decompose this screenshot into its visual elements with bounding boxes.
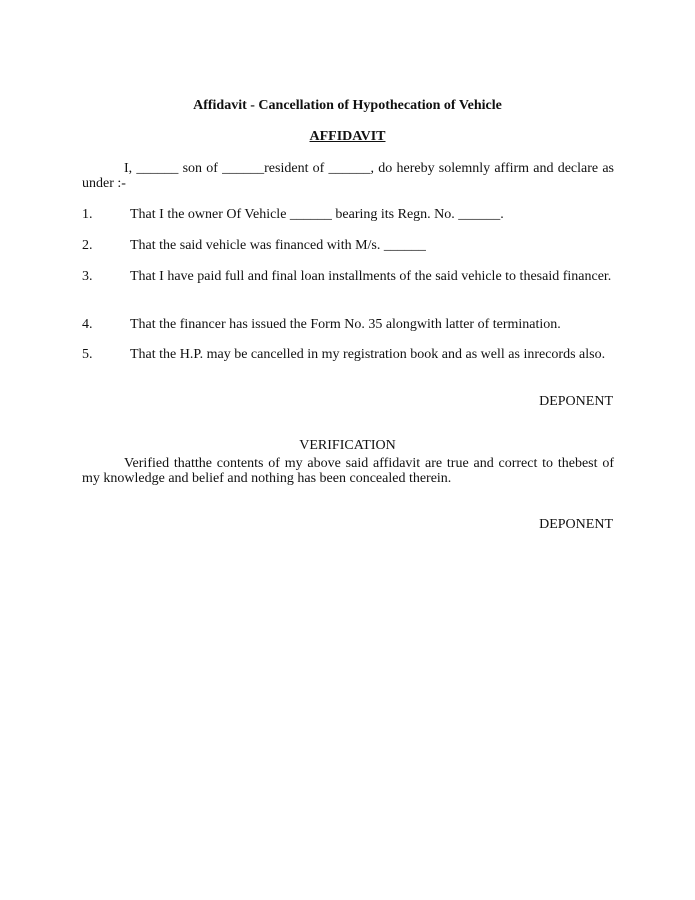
list-item-number: 3. — [82, 269, 93, 284]
list-item-text: That I the owner Of Vehicle ______ bearing its Regn. No. ______. — [130, 207, 504, 222]
list-item — [82, 347, 614, 362]
list-item-text: That the financer has issued the Form No. 35 alongwith latter of termination. — [130, 317, 561, 332]
list-item — [82, 317, 614, 332]
list-item — [82, 207, 614, 222]
list-item — [82, 238, 614, 253]
list-item-text: That the said vehicle was financed with M/s. ______ — [130, 238, 426, 253]
list-item-text: That I have paid full and final loan installments of the said vehicle to thesaid financer. — [130, 269, 612, 284]
affidavit-heading-text: AFFIDAVIT — [309, 129, 386, 144]
list-item-text: That the H.P. may be cancelled in my registration book and as well as inrecords also. — [130, 347, 606, 362]
list-item-number: 2. — [82, 238, 93, 253]
list-item-number: 4. — [82, 317, 93, 332]
verification-paragraph: Verified thatthe contents of my above said affidavit are true and correct to thebest of my knowledge and belief and nothing has been concealed therein. — [82, 456, 614, 486]
list-item-number: 1. — [82, 207, 93, 222]
deponent-signature-label-2: DEPONENT — [539, 517, 613, 532]
affidavit-heading — [0, 128, 695, 146]
list-item-number: 5. — [82, 347, 93, 362]
deponent-signature-label: DEPONENT — [539, 394, 613, 409]
verification-heading: VERIFICATION — [299, 438, 396, 453]
intro-paragraph: I, ______ son of ______resident of ______, do hereby solemnly affirm and declare as under :- — [82, 161, 614, 191]
list-item — [82, 269, 614, 284]
document-title: Affidavit - Cancellation of Hypothecation of Vehicle — [193, 98, 502, 113]
